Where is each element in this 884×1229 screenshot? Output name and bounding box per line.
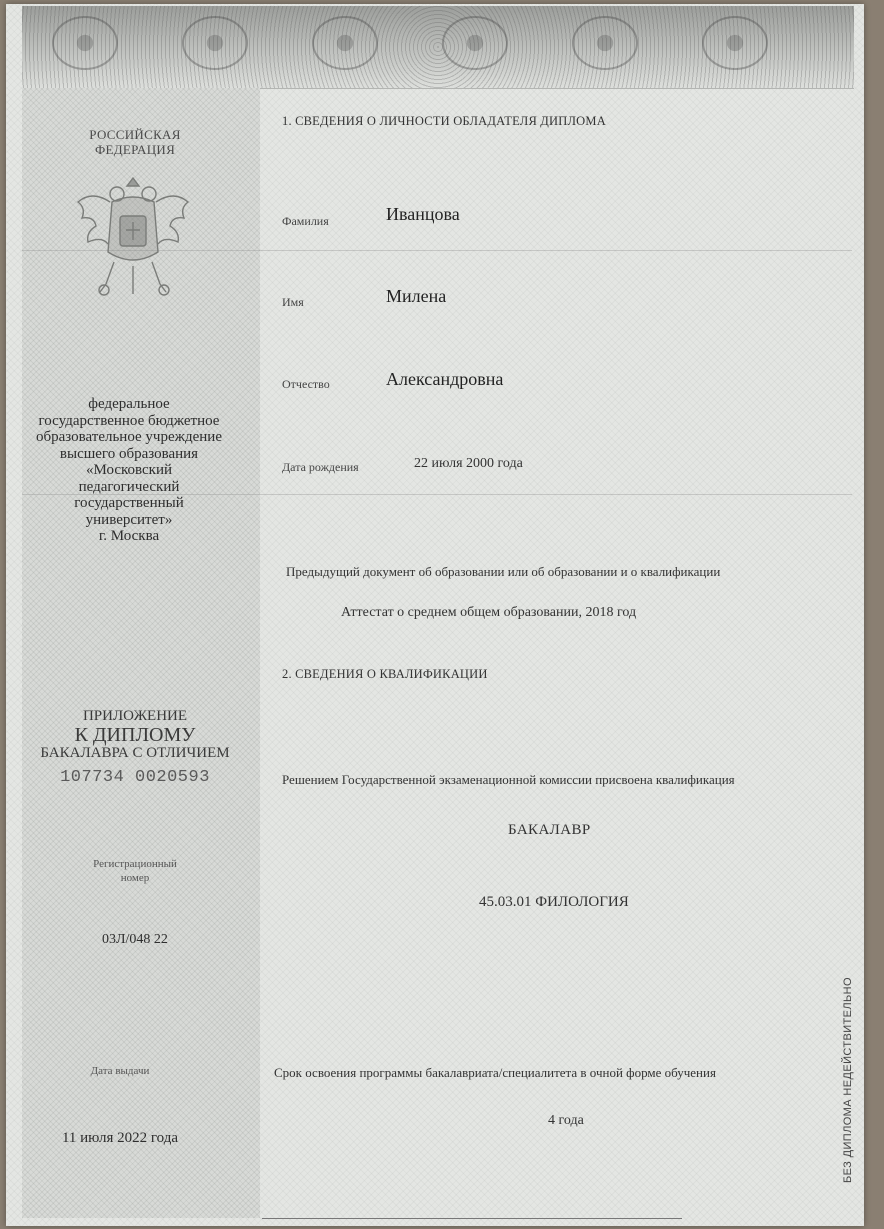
- rosette-ornament: [182, 16, 248, 70]
- supplement-title-line1: ПРИЛОЖЕНИЕ: [82, 708, 188, 724]
- study-duration-label: Срок освоения программы бакалавриата/специалитета в очной форме обучения: [274, 1065, 716, 1080]
- name-value: Милена: [386, 286, 447, 306]
- birth-date-value: 22 июля 2000 года: [414, 456, 523, 471]
- registration-label: [60, 857, 210, 885]
- institution-line: государственное бюджетное: [38, 412, 220, 429]
- institution-line: образовательное учреждение: [35, 429, 222, 445]
- birth-date-label: Дата рождения: [282, 460, 359, 474]
- institution-line: университет»: [85, 511, 173, 528]
- name-label: Имя: [282, 295, 304, 309]
- supplement-title: [20, 707, 250, 762]
- institution-line: педагогический: [78, 478, 180, 495]
- institution-city: г. Москва: [98, 528, 160, 544]
- institution-line: федеральное: [88, 396, 170, 412]
- country-name: РОССИЙСКАЯ ФЕДЕРАЦИЯ: [89, 127, 181, 157]
- issue-date-label: Дата выдачи: [90, 1065, 150, 1077]
- previous-document-label: Предыдущий документ об образовании или об образовании и о квалификации: [286, 564, 721, 579]
- institution-name: [24, 396, 234, 545]
- patronymic-value: Александровна: [386, 369, 504, 389]
- commission-decision-text: Решением Государственной экзаменационной комиссии присвоена квалификация: [282, 772, 735, 787]
- registration-number: 03Л/048 22: [102, 932, 168, 947]
- rosette-ornament: [52, 16, 118, 70]
- signature-line: [262, 1218, 682, 1219]
- study-duration-value: 4 года: [548, 1113, 584, 1128]
- serial-number: 107734 0020593: [60, 768, 210, 787]
- patronymic-label: Отчество: [282, 377, 330, 391]
- rosette-ornament: [442, 16, 508, 70]
- validity-note: БЕЗ ДИПЛОМА НЕДЕЙСТВИТЕЛЬНО: [842, 977, 854, 1183]
- supplement-title-line3: БАКАЛАВРА С ОТЛИЧИЕМ: [40, 745, 230, 761]
- guilloche-border: [22, 6, 854, 89]
- coat-of-arms-icon: [72, 172, 194, 302]
- program-value: 45.03.01 ФИЛОЛОГИЯ: [479, 894, 629, 910]
- previous-document-value: Аттестат о среднем общем образовании, 2018 год: [341, 605, 637, 620]
- registration-label-line2: номер: [120, 872, 150, 884]
- institution-line: «Московский: [85, 462, 172, 478]
- degree-value: БАКАЛАВР: [508, 822, 591, 838]
- surname-value: Иванцова: [386, 204, 460, 224]
- surname-label: Фамилия: [282, 214, 329, 228]
- rosette-ornament: [572, 16, 638, 70]
- institution-line: высшего образования: [59, 445, 199, 462]
- rosette-ornament: [702, 16, 768, 70]
- section-qualification-title: 2. СВЕДЕНИЯ О КВАЛИФИКАЦИИ: [282, 667, 488, 681]
- supplement-title-line2: К ДИПЛОМУ: [74, 724, 196, 746]
- issue-date: 11 июля 2022 года: [61, 1130, 179, 1146]
- rosette-ornament: [312, 16, 378, 70]
- section-personal-title: 1. СВЕДЕНИЯ О ЛИЧНОСТИ ОБЛАДАТЕЛЯ ДИПЛОМА: [282, 114, 606, 128]
- registration-label-line1: Регистрационный: [93, 858, 177, 870]
- institution-line: государственный: [74, 495, 184, 511]
